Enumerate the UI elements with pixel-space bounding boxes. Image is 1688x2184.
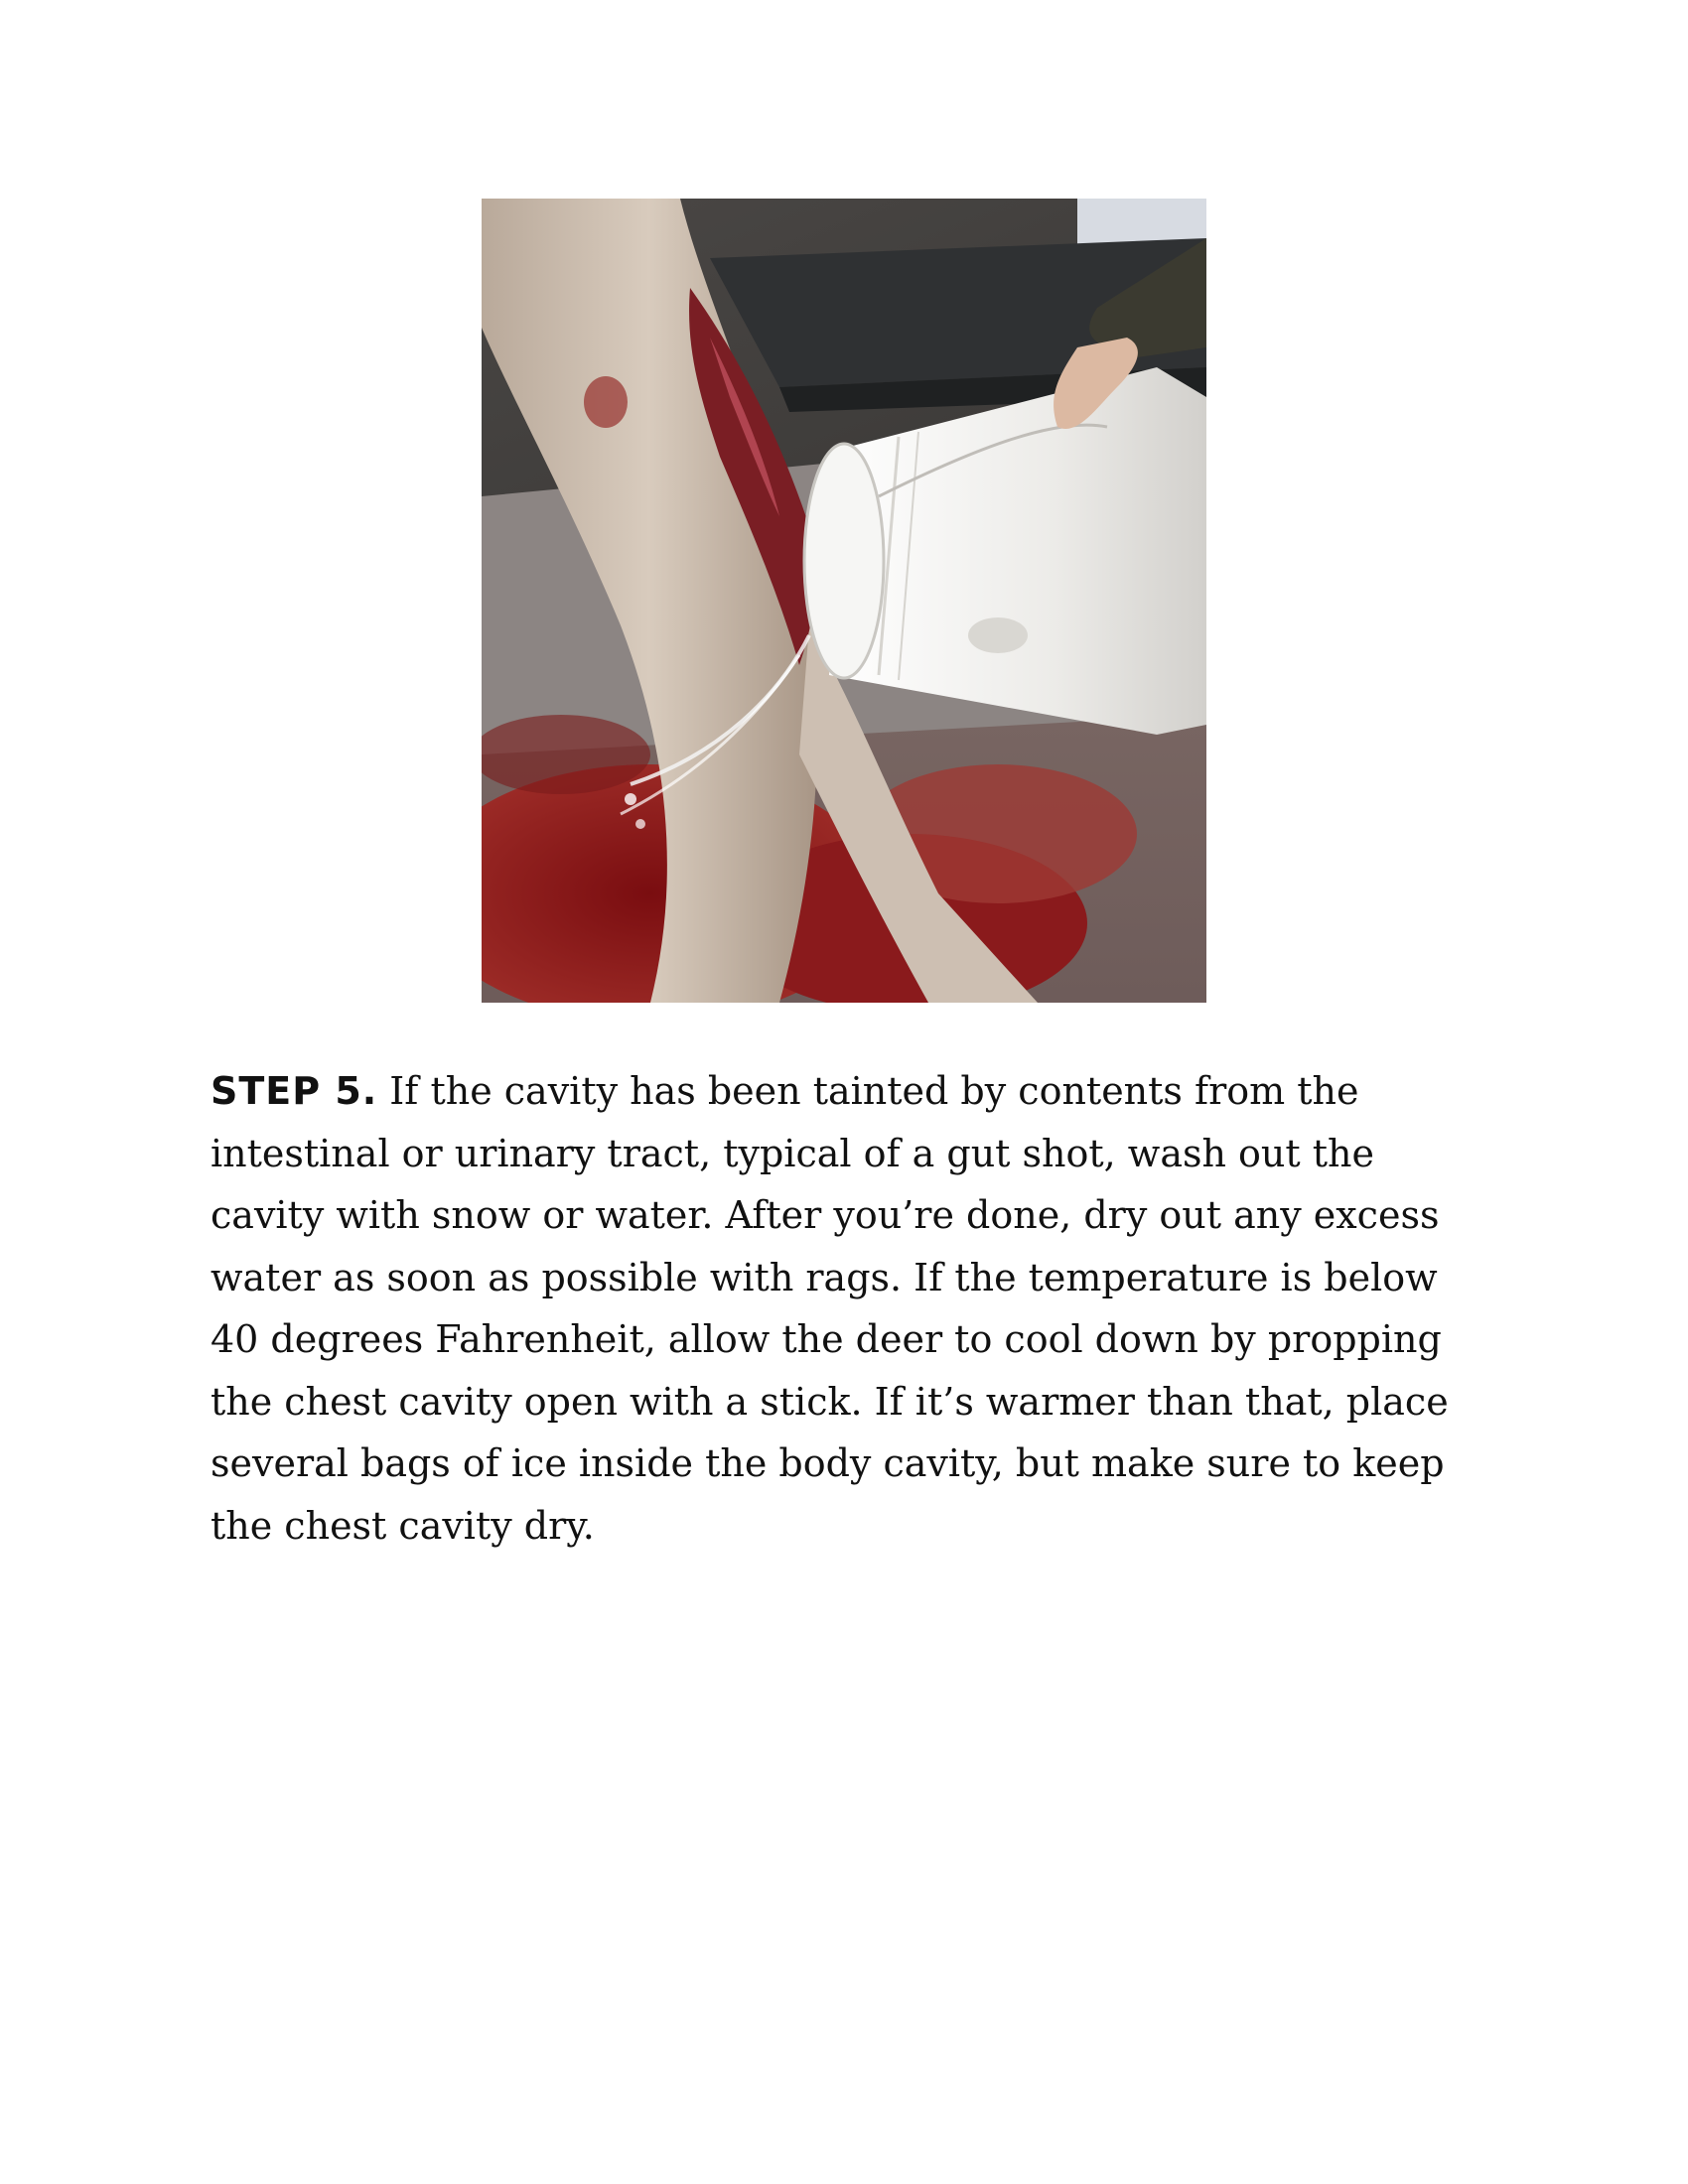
step-paragraph [211,1060,1491,1557]
photo-illustration [482,199,1206,1003]
step-label: STEP 5. [211,1069,378,1113]
field-dressing-photo [482,199,1206,1003]
step-body-text: If the cavity has been tainted by contents from the intestinal or urinary tract, typical of a gut shot, wash out the cavity with snow or water. After you’re done, dry out any excess water as soon as possible with rags. If the temperature is below 40 degrees Fahrenheit, allow the deer to cool down by propping the chest cavity open with a stick. If it’s warmer than that, place several bags of ice inside the body cavity, but make sure to keep the chest cavity dry. [211,1069,1449,1548]
